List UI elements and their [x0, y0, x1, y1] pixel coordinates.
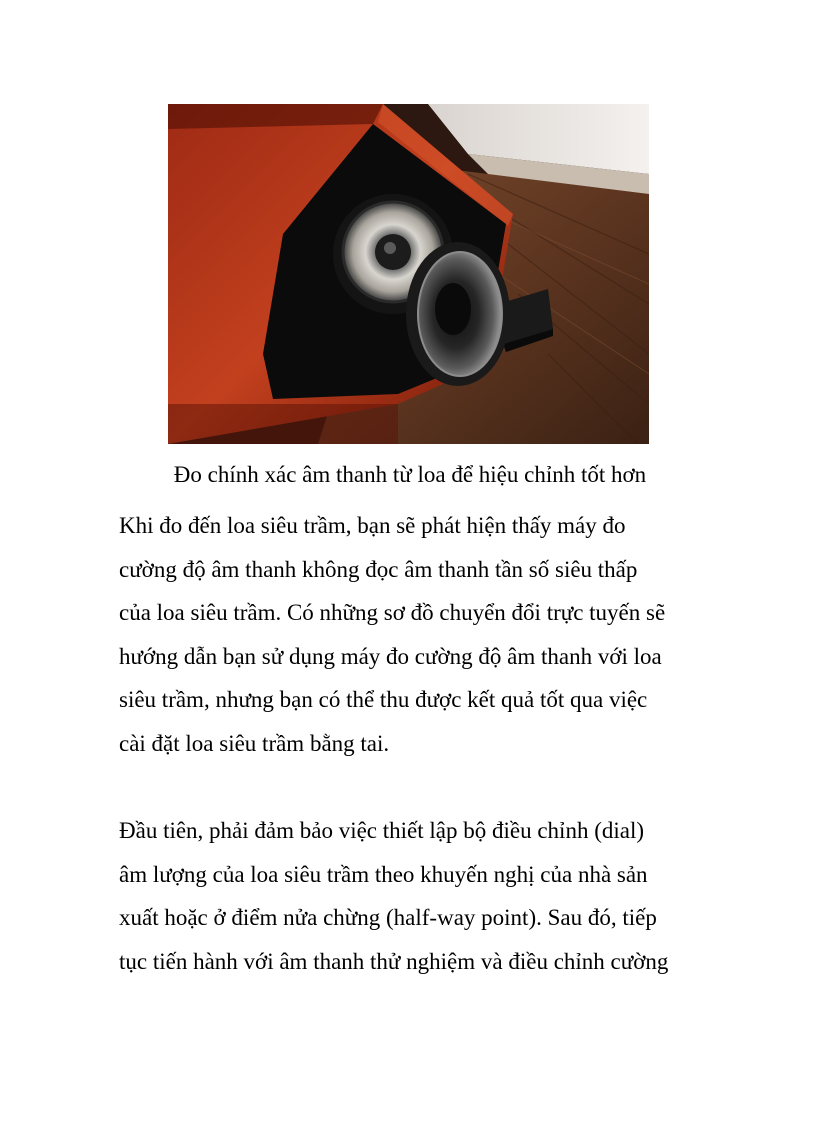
body-paragraph-1: [119, 504, 719, 765]
paragraph-line: Khi đo đến loa siêu trầm, bạn sẽ phát hiện thấy máy đo: [119, 513, 626, 538]
paragraph-line: của loa siêu trầm. Có những sơ đồ chuyển đổi trực tuyến sẽ: [119, 600, 666, 625]
paragraph-line: siêu trầm, nhưng bạn có thể thu được kết quả tốt qua việc: [119, 687, 648, 712]
paragraph-line: cường độ âm thanh không đọc âm thanh tần số siêu thấp: [119, 556, 638, 582]
image-caption: Đo chính xác âm thanh từ loa để hiệu chỉnh tốt hơn: [173, 462, 647, 487]
paragraph-line: Đầu tiên, phải đảm bảo việc thiết lập bộ điều chỉnh (dial): [119, 818, 645, 843]
body-paragraph-2: [119, 809, 719, 983]
paragraph-line: cài đặt loa siêu trầm bằng tai.: [119, 730, 390, 756]
paragraph-line: hướng dẫn bạn sử dụng máy đo cường độ âm thanh với loa: [119, 643, 662, 669]
speaker-photo: [168, 104, 649, 444]
paragraph-line: tục tiến hành với âm thanh thử nghiệm và điều chỉnh cường: [119, 948, 669, 974]
paragraph-line: xuất hoặc ở điểm nửa chừng (half-way point). Sau đó, tiếp: [119, 905, 657, 930]
paragraph-line: âm lượng của loa siêu trầm theo khuyến nghị của nhà sản: [119, 861, 648, 887]
